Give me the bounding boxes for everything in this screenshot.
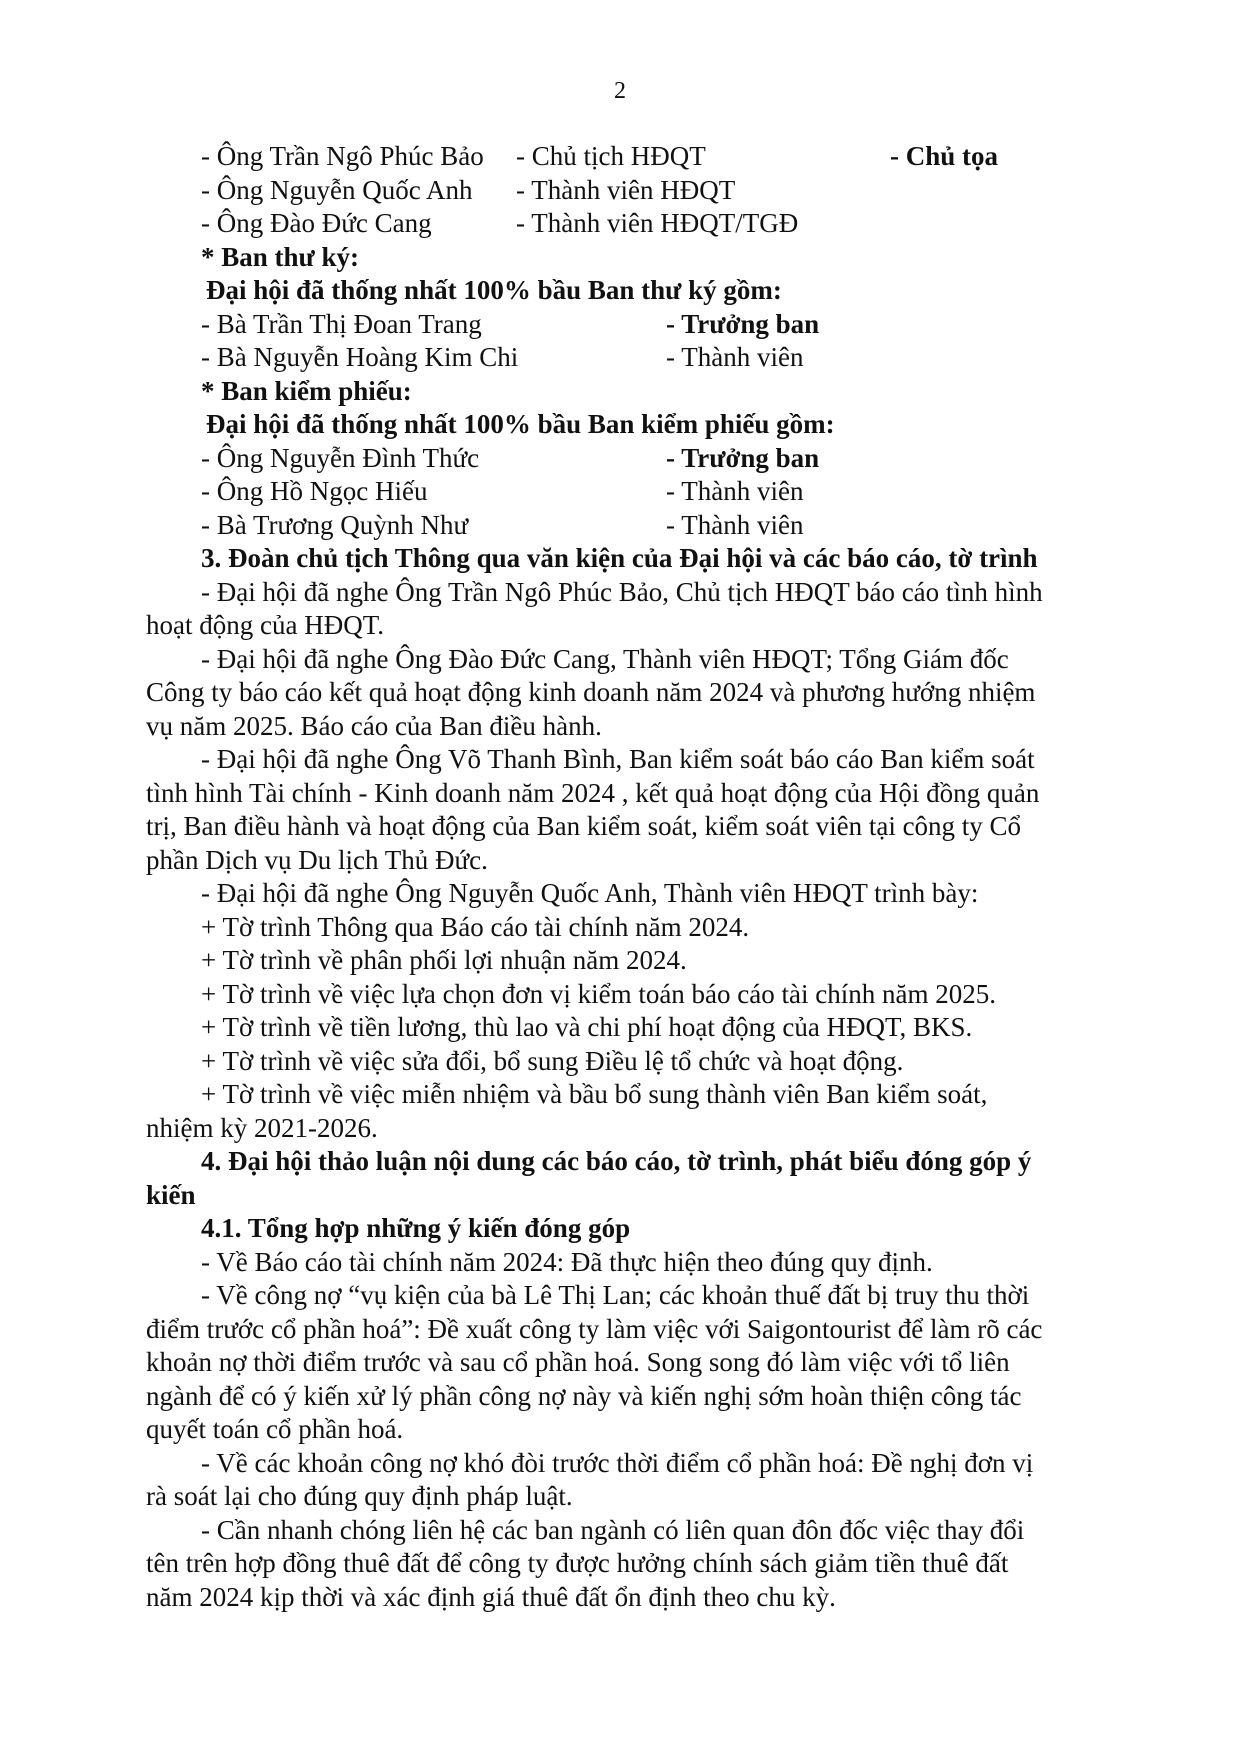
vote-counting-intro: Đại hội đã thống nhất 100% bầu Ban kiểm phiếu gồm: [206, 409, 835, 439]
secretariat-intro: Đại hội đã thống nhất 100% bầu Ban thư ký gồm: [206, 275, 782, 305]
member-name: - Bà Nguyễn Hoàng Kim Chi [201, 342, 519, 372]
paragraph-line: - Đại hội đã nghe Ông Đào Đức Cang, Thành viên HĐQT; Tổng Giám đốc [201, 643, 1009, 674]
member-note: - Chủ tọa [890, 141, 999, 171]
list-item: + Tờ trình về tiền lương, thù lao và chi phí hoạt động của HĐQT, BKS. [201, 1012, 973, 1042]
vote-counting-member-row [146, 475, 1126, 509]
vote-counting-member-row [146, 509, 1126, 543]
member-name: - Bà Trần Thị Đoan Trang [201, 308, 482, 339]
member-role: - Thành viên HĐQT [516, 174, 736, 205]
member-name: - Ông Nguyễn Đình Thức [201, 442, 480, 473]
paragraph-line: - Đại hội đã nghe Ông Võ Thanh Bình, Ban kiểm soát báo cáo Ban kiểm soát [201, 744, 1035, 774]
section-4-heading: kiến [146, 1179, 196, 1210]
member-role: - Trưởng ban [666, 442, 820, 473]
member-name: - Ông Trần Ngô Phúc Bảo [201, 141, 484, 171]
member-role: - Thành viên [666, 342, 804, 372]
secretariat-member-row [146, 308, 1126, 342]
section-4-heading: 4. Đại hội thảo luận nội dung các báo cáo, tờ trình, phát biểu đóng góp ý [201, 1146, 1032, 1176]
comment-line: điểm trước cổ phần hoá”: Đề xuất công ty làm việc với Saigontourist để làm rõ các [146, 1313, 1043, 1344]
paragraph-line: - Đại hội đã nghe Ông Trần Ngô Phúc Bảo, Chủ tịch HĐQT báo cáo tình hình [201, 576, 1043, 607]
paragraph-line: Công ty báo cáo kết quả hoạt động kinh doanh năm 2024 và phương hướng nhiệm [146, 677, 1036, 707]
secretariat-heading: * Ban thư ký: [201, 241, 359, 272]
paragraph-line: hoạt động của HĐQT. [146, 610, 384, 640]
comment-line: ngành để có ý kiến xử lý phần công nợ này và kiến nghị sớm hoàn thiện công tác [146, 1380, 1022, 1411]
comment-line: năm 2024 kịp thời và xác định giá thuê đất ổn định theo chu kỳ. [146, 1581, 836, 1612]
list-item: + Tờ trình Thông qua Báo cáo tài chính năm 2024. [201, 911, 750, 942]
document-body [146, 140, 1126, 1614]
presidium-row [146, 207, 1126, 241]
list-item: + Tờ trình về việc sửa đổi, bổ sung Điều lệ tổ chức và hoạt động. [201, 1045, 904, 1076]
paragraph-line: phần Dịch vụ Du lịch Thủ Đức. [146, 844, 488, 875]
member-name: - Ông Nguyễn Quốc Anh [201, 174, 473, 205]
member-role: - Chủ tịch HĐQT [516, 141, 706, 171]
comment-line: - Về Báo cáo tài chính năm 2024: Đã thực hiện theo đúng quy định. [201, 1246, 933, 1277]
paragraph-line: - Đại hội đã nghe Ông Nguyễn Quốc Anh, Thành viên HĐQT trình bày: [201, 878, 979, 908]
member-name: - Ông Hồ Ngọc Hiếu [201, 476, 428, 506]
page-number: 2 [614, 78, 626, 104]
member-role: - Thành viên HĐQT/TGĐ [516, 208, 799, 238]
secretariat-member-row [146, 341, 1126, 375]
comment-line: khoản nợ thời điểm trước và sau cổ phần hoá. Song song đó làm việc với tổ liên [146, 1347, 1010, 1377]
member-role: - Trưởng ban [666, 308, 820, 339]
member-role: - Thành viên [666, 476, 804, 506]
comment-line: rà soát lại cho đúng quy định pháp luật. [146, 1481, 573, 1511]
list-item: + Tờ trình về phân phối lợi nhuận năm 2024. [201, 945, 687, 975]
member-role: - Thành viên [666, 509, 804, 540]
paragraph-line: trị, Ban điều hành và hoạt động của Ban kiểm soát, kiểm soát viên tại công ty Cổ [146, 811, 1022, 841]
comment-line: - Về công nợ “vụ kiện của bà Lê Thị Lan; các khoản thuế đất bị truy thu thời [201, 1280, 1030, 1310]
list-item: nhiệm kỳ 2021-2026. [146, 1112, 378, 1143]
comment-line: - Về các khoản công nợ khó đòi trước thời điểm cổ phần hoá: Đề nghị đơn vị [201, 1447, 1034, 1478]
paragraph-line: tình hình Tài chính - Kinh doanh năm 2024 , kết quả hoạt động của Hội đồng quản [146, 777, 1040, 808]
section-3-heading: 3. Đoàn chủ tịch Thông qua văn kiện của Đại hội và các báo cáo, tờ trình [201, 543, 1038, 573]
section-4-1-heading: 4.1. Tổng hợp những ý kiến đóng góp [201, 1213, 631, 1243]
paragraph-line: vụ năm 2025. Báo cáo của Ban điều hành. [146, 710, 602, 741]
vote-counting-member-row [146, 442, 1126, 476]
presidium-row [146, 174, 1126, 208]
member-name: - Ông Đào Đức Cang [201, 208, 432, 238]
vote-counting-heading: * Ban kiểm phiếu: [201, 375, 412, 406]
presidium-row [146, 140, 1126, 174]
member-name: - Bà Trương Quỳnh Như [201, 509, 469, 540]
comment-line: tên trên hợp đồng thuê đất để công ty được hưởng chính sách giảm tiền thuê đất [146, 1548, 1009, 1578]
comment-line: - Cần nhanh chóng liên hệ các ban ngành có liên quan đôn đốc việc thay đổi [201, 1514, 1025, 1545]
list-item: + Tờ trình về việc lựa chọn đơn vị kiểm toán báo cáo tài chính năm 2025. [201, 978, 996, 1009]
comment-line: quyết toán cổ phần hoá. [146, 1414, 404, 1444]
list-item: + Tờ trình về việc miễn nhiệm và bầu bổ sung thành viên Ban kiểm soát, [201, 1079, 988, 1109]
